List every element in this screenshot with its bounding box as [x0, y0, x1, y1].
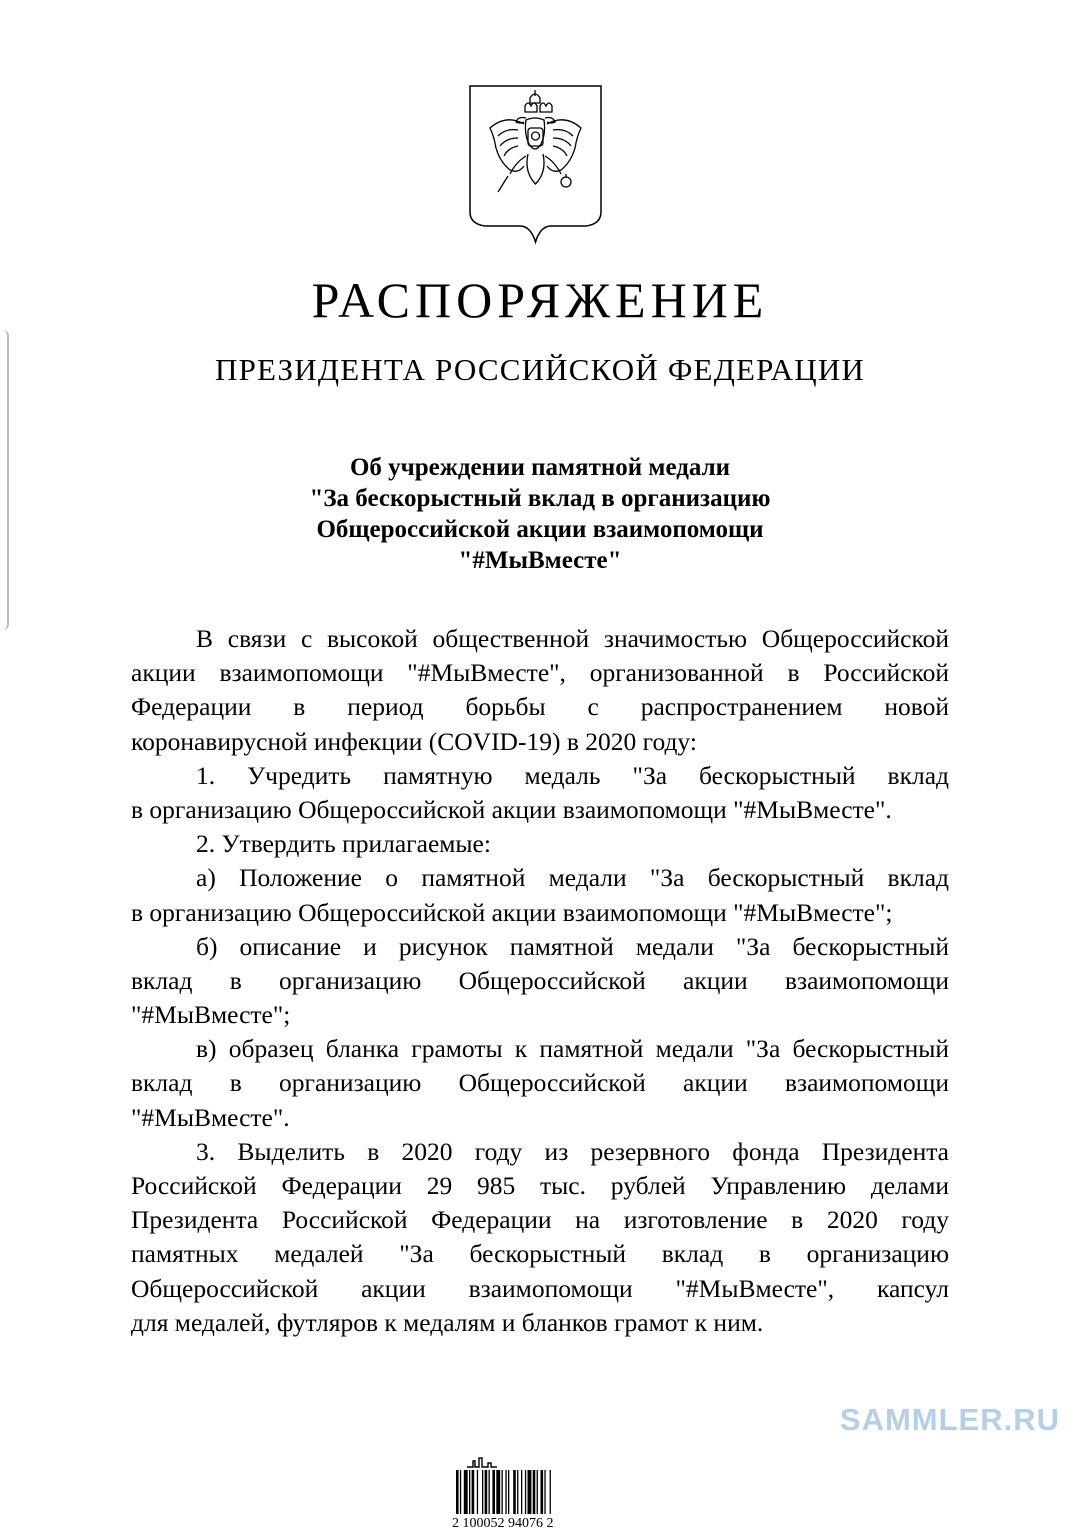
document-body — [131, 622, 949, 1340]
coat-of-arms-icon — [468, 84, 603, 246]
body-line: в организацию Общероссийской акции взаимопомощи "#МыВместе". — [131, 794, 892, 824]
heading-line: "#МыВместе" — [458, 547, 622, 574]
barcode-bar — [502, 1470, 503, 1514]
barcode-stamp-icon — [463, 1455, 503, 1469]
barcode-bar — [508, 1470, 509, 1514]
body-line: а) Положение о памятной медали "За бескорыстный вклад — [196, 863, 949, 893]
barcode-bar — [477, 1470, 478, 1514]
body-line: Президента Российской Федерации на изготовление в 2020 году — [131, 1205, 949, 1235]
barcode-bar — [544, 1470, 545, 1514]
body-line: б) описание и рисунок памятной медали "За бескорыстный — [196, 931, 949, 961]
body-line: Федерации в период борьбы с распространением новой — [131, 692, 949, 722]
barcode-bar — [469, 1470, 470, 1514]
barcode-bar — [482, 1470, 483, 1514]
body-line: В связи с высокой общественной значимостью Общероссийской — [196, 624, 949, 653]
document-title: РАСПОРЯЖЕНИЕ — [311, 272, 769, 328]
barcode-bar — [525, 1470, 526, 1514]
document-subtitle: ПРЕЗИДЕНТА РОССИЙСКОЙ ФЕДЕРАЦИИ — [214, 352, 865, 387]
barcode-bar — [513, 1470, 516, 1514]
watermark: SAMMLER.RU — [839, 1402, 1060, 1437]
body-line: 2. Утвердить прилагаемые: — [196, 829, 491, 859]
barcode-bar — [485, 1470, 488, 1514]
body-line: в) образец бланка грамоты к памятной медали "За бескорыстный — [196, 1034, 949, 1064]
body-line: для медалей, футляров к медалям и бланков грамот к ним. — [131, 1307, 764, 1337]
body-line: "#МыВместе". — [131, 1102, 290, 1132]
body-line: Российской Федерации 29 985 тыс. рублей Управлению делами — [131, 1171, 949, 1200]
barcode-bar — [521, 1470, 522, 1514]
barcode-bar — [496, 1470, 500, 1514]
barcode-bar — [550, 1470, 551, 1514]
body-line: коронавирусной инфекции (COVID-19) в 2020 году: — [131, 726, 697, 756]
heading-line: Об учреждении памятной медали — [349, 454, 731, 481]
body-line: вклад в организацию Общероссийской акции взаимопомощи — [131, 965, 949, 995]
body-line: 3. Выделить в 2020 году из резервного фонда Президента — [196, 1136, 949, 1166]
barcode-bar — [505, 1470, 506, 1514]
body-line: Общероссийской акции взаимопомощи "#МыВместе", капсул — [131, 1273, 949, 1303]
body-line: памятных медалей "За бескорыстный вклад в организацию — [131, 1239, 949, 1269]
barcode-number: 2 100052 94076 2 — [452, 1516, 554, 1531]
body-line: 1. Учредить памятную медаль "За бескорыстный вклад — [196, 760, 949, 790]
barcode-bar — [517, 1470, 518, 1514]
heading-line: Общероссийской акции взаимопомощи — [316, 516, 764, 543]
body-line: в организацию Общероссийской акции взаимопомощи "#МыВместе"; — [131, 897, 893, 927]
barcode-bar — [464, 1470, 468, 1514]
barcode-bar — [492, 1470, 495, 1514]
barcode-bar — [456, 1470, 459, 1514]
barcode-bar — [460, 1470, 461, 1514]
barcode-bar — [541, 1470, 544, 1514]
heading-line: "За бескорыстный вклад в организацию — [309, 485, 771, 512]
barcode-bar — [489, 1470, 490, 1514]
body-line: акции взаимопомощи "#МыВместе", организованной в Российской — [131, 658, 949, 688]
document-heading — [160, 452, 920, 576]
barcode-bar — [528, 1470, 532, 1514]
body-line: "#МыВместе"; — [131, 1000, 291, 1030]
body-line: вклад в организацию Общероссийской акции взаимопомощи — [131, 1068, 949, 1098]
barcode-bar — [472, 1470, 475, 1514]
barcode-icon — [456, 1470, 588, 1514]
barcode-bar — [537, 1470, 538, 1514]
barcode-bar — [533, 1470, 536, 1514]
